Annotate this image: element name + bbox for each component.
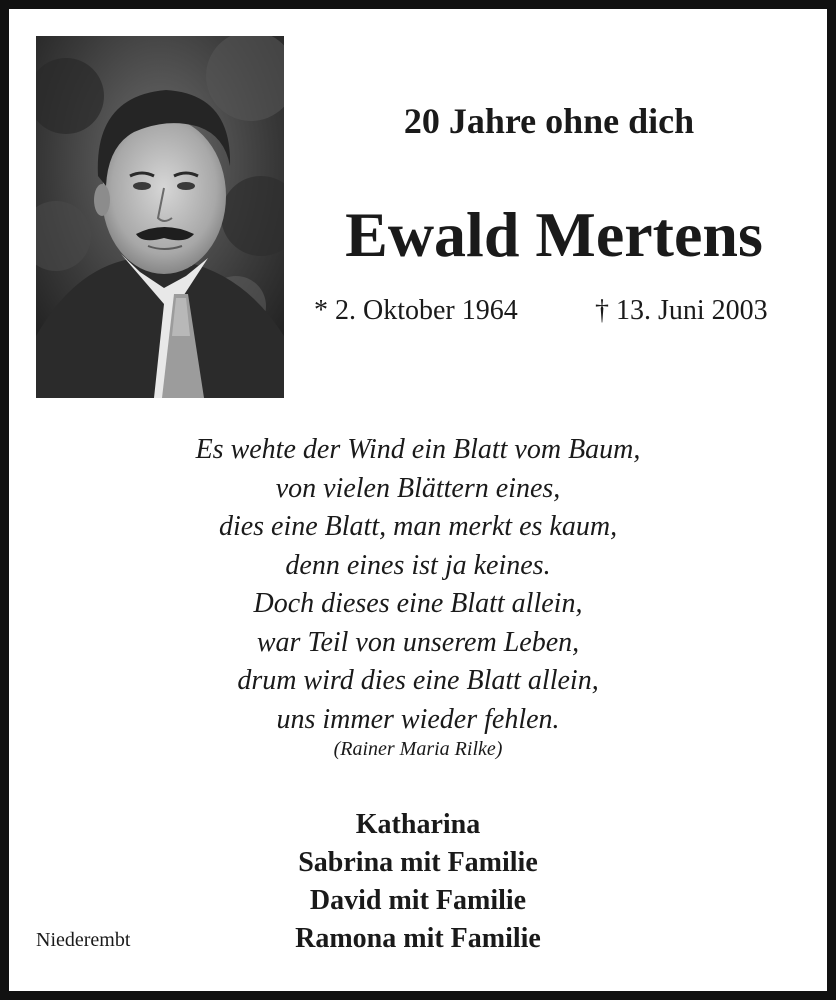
signature-line: Katharina	[355, 809, 481, 840]
signature-line: David mit Familie	[309, 885, 527, 916]
birth-date: * 2. Oktober 1964	[314, 295, 518, 326]
signature-line: Ramona mit Familie	[295, 923, 541, 954]
poem-attribution: (Rainer Maria Rilke)	[333, 738, 503, 760]
poem-line: dies eine Blatt, man merkt es kaum,	[218, 511, 618, 542]
poem-line: Doch dieses eine Blatt allein,	[253, 588, 583, 619]
poem-line: von vielen Blättern eines,	[275, 472, 561, 504]
signature-line: Sabrina mit Familie	[298, 847, 538, 878]
poem	[9, 431, 827, 739]
poem-line: war Teil von unserem Leben,	[256, 626, 580, 658]
portrait-photo	[36, 36, 284, 398]
death-date: † 13. Juni 2003	[595, 295, 768, 326]
poem-line: uns immer wieder fehlen.	[276, 703, 560, 735]
poem-line: denn eines ist ja keines.	[285, 549, 551, 581]
signatures	[9, 806, 827, 958]
poem-line: drum wird dies eine Blatt allein,	[237, 665, 599, 696]
deceased-name: Ewald Mertens	[345, 199, 763, 270]
poem-line: Es wehte der Wind ein Blatt vom Baum,	[195, 434, 641, 465]
memorial-subtitle: 20 Jahre ohne dich	[403, 101, 695, 141]
place-name: Niederembt	[36, 929, 131, 951]
